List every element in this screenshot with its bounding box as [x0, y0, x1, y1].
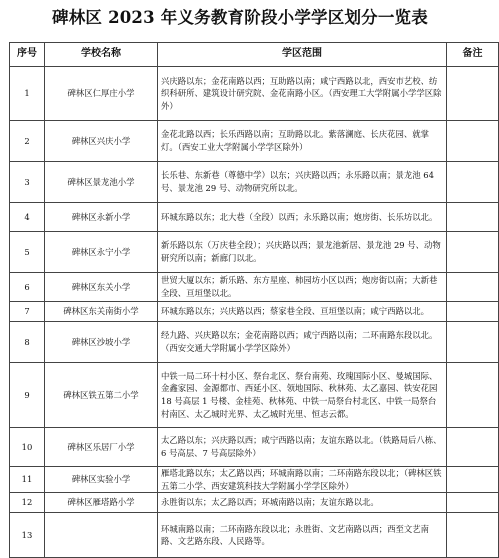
row-scope: 太乙路以东；兴庆路以西；咸宁西路以南；友谊东路以北。（铁路局后八栋、6 号高层、7 号高层除外） — [158, 428, 447, 467]
row-note — [447, 67, 499, 121]
row-note — [447, 428, 499, 467]
table-row — [10, 162, 499, 203]
row-school — [45, 513, 158, 558]
row-school: 碑林区东关小学 — [45, 273, 158, 302]
row-no: 4 — [10, 203, 45, 232]
row-note — [447, 302, 499, 322]
table-row — [10, 232, 499, 273]
row-school: 碑林区沙坡小学 — [45, 322, 158, 363]
row-school: 碑林区景龙池小学 — [45, 162, 158, 203]
row-no: 8 — [10, 322, 45, 363]
table-row — [10, 203, 499, 232]
table-row — [10, 467, 499, 493]
table-row — [10, 363, 499, 428]
row-scope: 环城南路以南；二环南路东段以北；永胜街、文艺南路以西；西至文艺南路、文艺路东段、人民路等。 — [158, 513, 447, 558]
row-school: 碑林区永宁小学 — [45, 232, 158, 273]
row-no: 7 — [10, 302, 45, 322]
table-row — [10, 493, 499, 513]
row-school: 碑林区实验小学 — [45, 467, 158, 493]
row-school: 碑林区东关南街小学 — [45, 302, 158, 322]
row-no: 11 — [10, 467, 45, 493]
table-row — [10, 322, 499, 363]
table-row — [10, 67, 499, 121]
header-scope: 学区范围 — [158, 43, 447, 67]
table-row — [10, 121, 499, 162]
row-school: 碑林区雁塔路小学 — [45, 493, 158, 513]
header-note: 备注 — [447, 43, 499, 67]
table-header-row — [10, 43, 499, 67]
row-scope: 金花北路以西；长乐西路以南；互助路以北。紫落澜庭、长庆花园、就掌灯。（西安工业大学附属小学学区除外） — [158, 121, 447, 162]
row-note — [447, 203, 499, 232]
row-school: 碑林区兴庆小学 — [45, 121, 158, 162]
row-note — [447, 273, 499, 302]
row-school: 碑林区乐居厂小学 — [45, 428, 158, 467]
row-no: 10 — [10, 428, 45, 467]
row-no: 2 — [10, 121, 45, 162]
row-school: 碑林区仁厚庄小学 — [45, 67, 158, 121]
row-school: 碑林区永新小学 — [45, 203, 158, 232]
row-scope: 中铁一局二环十村小区、祭台北区、祭台南苑、玫瑰国际小区、曼城国际、金鑫家园、金源都市、西延小区、领地国际、秋林苑、太乙嘉园、铁安花园 18 号高层 1 号楼、金桂苑、秋林苑、中铁一局祭台村北区、中铁一局祭台村南区、太乙城时光界、太乙城时光里、恒志云都。 — [158, 363, 447, 428]
row-scope: 环城东路以东；北大巷（全段）以西；永乐路以南；炮房街、长乐坊以北。 — [158, 203, 447, 232]
row-no: 1 — [10, 67, 45, 121]
header-school: 学校名称 — [45, 43, 158, 67]
row-scope: 永胜街以东；太乙路以西；环城南路以南；友谊东路以北。 — [158, 493, 447, 513]
row-scope: 经九路、兴庆路以东；金花南路以西；咸宁西路以南；二环南路东段以北。（西安交通大学附属小学学区除外） — [158, 322, 447, 363]
row-note — [447, 232, 499, 273]
row-scope: 新乐路以东（万庆巷全段）；兴庆路以西；景龙池新居、景龙池 29 号、动物研究所以南；新廊门以北。 — [158, 232, 447, 273]
row-scope: 兴庆路以东；金花南路以西；互助路以南；咸宁西路以北，西安市艺校、纺织科研所、建筑设计研究院、金花南路小区。（西安理工大学附属小学学区除外） — [158, 67, 447, 121]
row-note — [447, 363, 499, 428]
row-note — [447, 322, 499, 363]
row-no: 5 — [10, 232, 45, 273]
row-note — [447, 162, 499, 203]
row-note — [447, 493, 499, 513]
row-school: 碑林区铁五第二小学 — [45, 363, 158, 428]
row-no: 12 — [10, 493, 45, 513]
document-title: 碑林区 2023 年义务教育阶段小学学区划分一览表 — [52, 8, 428, 27]
table-row — [10, 428, 499, 467]
table-row — [10, 273, 499, 302]
row-scope: 长乐巷、东新巷（尊德中学）以东；兴庆路以西；永乐路以南；景龙池 64 号、景龙池 29 号、动物研究所以北。 — [158, 162, 447, 203]
row-note — [447, 121, 499, 162]
header-no: 序号 — [10, 43, 45, 67]
row-note — [447, 513, 499, 558]
row-scope: 环城东路以东；兴庆路以西；蔡家巷全段、亘垣堡以南；咸宁西路以北。 — [158, 302, 447, 322]
table-row — [10, 302, 499, 322]
row-no: 13 — [10, 513, 45, 558]
table-row — [10, 513, 499, 558]
row-scope: 世贸大厦以东；新乐路、东方星座、柿园坊小区以西；炮房街以南；大新巷全段、亘垣堡以北。 — [158, 273, 447, 302]
school-district-table — [9, 42, 499, 558]
row-no: 3 — [10, 162, 45, 203]
row-no: 6 — [10, 273, 45, 302]
row-scope: 雁塔北路以东；太乙路以西；环城南路以南；二环南路东段以北；（碑林区铁五第二小学、西安建筑科技大学附属小学学区除外） — [158, 467, 447, 493]
row-note — [447, 467, 499, 493]
row-no: 9 — [10, 363, 45, 428]
